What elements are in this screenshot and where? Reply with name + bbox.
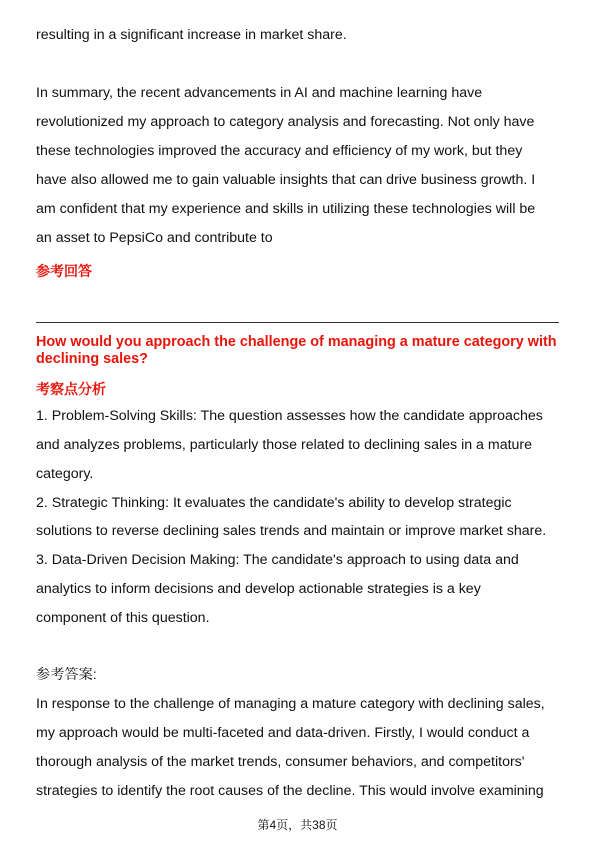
analysis-line: and analyzes problems, particularly those related to declining sales in a mature [36,437,533,453]
analysis-heading: 考察点分析 [36,381,106,397]
analysis-line: category. [36,466,94,482]
answer-line: my approach would be multi-faceted and data-driven. Firstly, I would conduct a [36,725,530,741]
summary-line: In summary, the recent advancements in AI and machine learning have [36,85,483,101]
analysis-line: 3. Data-Driven Decision Making: The candidate's approach to using data and [36,552,519,568]
answer-heading: 参考答案: [36,667,97,683]
answer-line: In response to the challenge of managing a mature category with declining sales, [36,696,545,712]
summary-line: have also allowed me to gain valuable insights that can drive business growth. I [36,172,536,188]
analysis-line: solutions to reverse declining sales trends and maintain or improve market share. [36,523,547,539]
intro-line: resulting in a significant increase in market share. [36,27,347,43]
analysis-line: 2. Strategic Thinking: It evaluates the candidate's ability to develop strategic [36,495,512,511]
summary-line: revolutionized my approach to category analysis and forecasting. Not only have [36,114,535,130]
analysis-line: 1. Problem-Solving Skills: The question assesses how the candidate approaches [36,408,543,424]
analysis-line: analytics to inform decisions and develop actionable strategies is a key [36,581,481,597]
summary-line: these technologies improved the accuracy and efficiency of my work, but they [36,143,523,159]
section-divider [36,322,559,323]
reference-answer-heading: 参考回答 [36,263,92,279]
page-number-footer: 第4页，共38页 [257,818,338,832]
summary-line: an asset to PepsiCo and contribute to [36,230,273,246]
answer-line: thorough analysis of the market trends, consumer behaviors, and competitors' [36,754,525,770]
answer-line: strategies to identify the root causes of the decline. This would involve examining [36,783,544,799]
summary-line: am confident that my experience and skills in utilizing these technologies will be [36,201,536,217]
analysis-line: component of this question. [36,610,210,626]
question-heading: How would you approach the challenge of managing a mature category with declining sales? [36,334,557,367]
